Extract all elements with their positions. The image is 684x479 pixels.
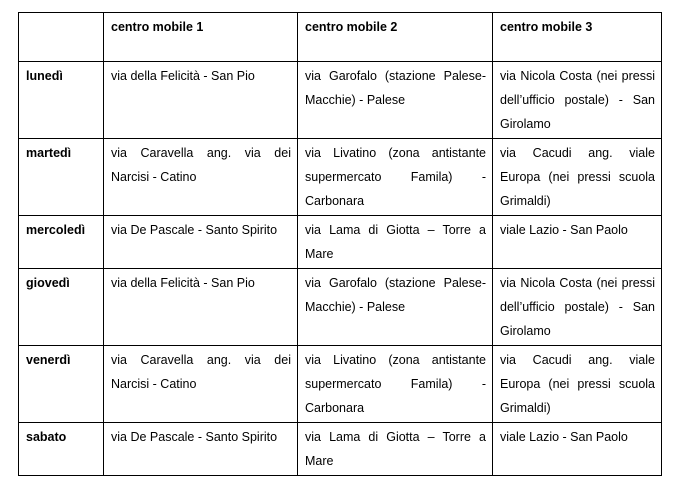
location-cell: via Caravella ang. via dei Narcisi - Catino (104, 346, 298, 423)
location-cell: via Nicola Costa (nei pressi dell’ufficio postale) - San Girolamo (493, 269, 662, 346)
location-cell: via Lama di Giotta – Torre a Mare (298, 423, 493, 476)
location-cell: via Garofalo (stazione Palese-Macchie) - Palese (298, 269, 493, 346)
day-label: lunedì (19, 62, 104, 139)
column-header-centro-mobile-1: centro mobile 1 (104, 13, 298, 62)
day-label: giovedì (19, 269, 104, 346)
location-cell: via della Felicità - San Pio (104, 269, 298, 346)
location-cell: via Garofalo (stazione Palese-Macchie) - Palese (298, 62, 493, 139)
location-cell: via De Pascale - Santo Spirito (104, 423, 298, 476)
day-label: venerdì (19, 346, 104, 423)
location-cell: via Cacudi ang. viale Europa (nei pressi scuola Grimaldi) (493, 346, 662, 423)
table-row-venerdi (19, 346, 662, 423)
schedule-table (18, 12, 662, 476)
table-row-sabato (19, 423, 662, 476)
location-cell: viale Lazio - San Paolo (493, 216, 662, 269)
column-header-centro-mobile-2: centro mobile 2 (298, 13, 493, 62)
corner-cell (19, 13, 104, 62)
location-cell: viale Lazio - San Paolo (493, 423, 662, 476)
location-cell: via Livatino (zona antistante supermercato Famila) - Carbonara (298, 139, 493, 216)
table-header (19, 13, 662, 62)
column-header-centro-mobile-3: centro mobile 3 (493, 13, 662, 62)
location-cell: via Nicola Costa (nei pressi dell’ufficio postale) - San Girolamo (493, 62, 662, 139)
table-row-giovedi (19, 269, 662, 346)
day-label: mercoledì (19, 216, 104, 269)
location-cell: via De Pascale - Santo Spirito (104, 216, 298, 269)
table-row-mercoledi (19, 216, 662, 269)
table-body (19, 62, 662, 476)
header-row (19, 13, 662, 62)
day-label: sabato (19, 423, 104, 476)
location-cell: via della Felicità - San Pio (104, 62, 298, 139)
table-row-lunedi (19, 62, 662, 139)
table-row-martedi (19, 139, 662, 216)
location-cell: via Cacudi ang. viale Europa (nei pressi scuola Grimaldi) (493, 139, 662, 216)
location-cell: via Lama di Giotta – Torre a Mare (298, 216, 493, 269)
day-label: martedì (19, 139, 104, 216)
location-cell: via Caravella ang. via dei Narcisi - Catino (104, 139, 298, 216)
location-cell: via Livatino (zona antistante supermercato Famila) - Carbonara (298, 346, 493, 423)
